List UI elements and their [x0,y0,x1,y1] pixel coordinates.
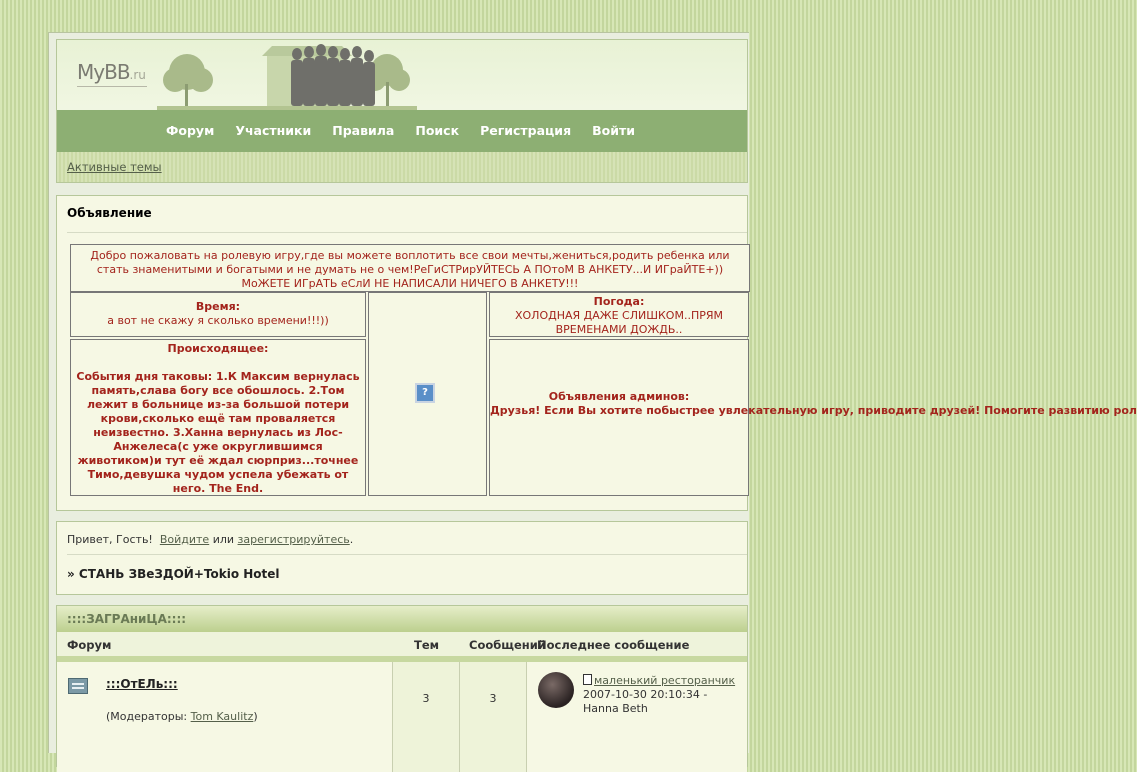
image-cell [368,292,487,496]
events-cell [70,339,366,496]
forum-icon [68,678,88,694]
nav-rules[interactable]: Правила [332,123,395,138]
nav-register[interactable]: Регистрация [480,123,572,138]
welcome-cell [70,244,750,292]
last-post-author: Hanna Beth [583,702,648,715]
time-label: Время: [195,300,241,313]
breadcrumb: » СТАНЬ ЗВеЗДОЙ+Tokio Hotel [67,567,280,581]
last-post-date: 2007-10-30 20:10:34 - [583,688,708,701]
main-nav [57,110,747,152]
col-posts: Сообщений [469,638,546,652]
category-title[interactable]: ::::ЗАГРАниЦА:::: [67,612,187,626]
announcement-panel [56,195,1137,511]
nav-members[interactable]: Участники [235,123,312,138]
page-wrapper [48,32,1137,753]
last-post-info [583,674,753,716]
column-headers [57,632,747,662]
question-icon[interactable]: ? [415,383,435,403]
forum-name-link[interactable]: :::ОтЕЛь::: [106,677,178,691]
active-topics-link[interactable]: Активные темы [67,160,162,174]
posts-count-cell [459,662,527,772]
weather-text: ХОЛОДНАЯ ДАЖЕ СЛИШКОМ..ПРЯМ ВРЕМЕНАМИ ДОЖДЬ.. [514,309,723,336]
weather-cell [489,292,749,337]
last-post-link[interactable]: маленький ресторанчик [594,674,736,687]
welcome-text: Добро пожаловать на ролевую игру,где вы можете воплотить все свои мечты,жениться,родить ребенка или стать знаменитыми и богатыми и не думать не о чем!РеГиСТРирУЙТЕСЬ А ПОтоМ В АНКЕТУ...И ИГраЙТЕ+)) МоЖЕТЕ ИГрАТЬ еСлИ НЕ НАПИСАЛИ НИЧЕГО В АНКЕТУ!!! [90,249,730,290]
forum-section [56,605,748,767]
divider [67,554,747,555]
logo[interactable]: MyBB.ru [77,60,146,84]
admins-label: Объявления админов: [548,390,690,403]
doc-icon [583,674,592,685]
category-header [57,606,747,632]
topics-count: 3 [422,692,430,705]
moderators-line: (Модераторы: Tom Kaulitz) [106,710,258,723]
announcement-title: Объявление [67,206,152,220]
nav-forum[interactable]: Форум [166,123,215,138]
register-link[interactable]: зарегистрируйтесь [237,533,350,546]
greeting-line: Привет, Гость! Войдите или зарегистрируйтесь. [67,533,354,546]
logo-underline [77,86,147,87]
posts-count: 3 [489,692,497,705]
moderator-link[interactable]: Tom Kaulitz [190,710,254,723]
time-text: а вот не скажу я сколько времени!!!)) [107,314,329,327]
nav-search[interactable]: Поиск [415,123,460,138]
avatar[interactable] [538,672,574,708]
divider [67,232,747,233]
login-link[interactable]: Войдите [159,533,210,546]
col-last-post: Последнее сообщение [537,638,690,652]
sub-nav [57,152,747,182]
events-label: Происходящее: [167,342,269,355]
admins-cell [489,339,1137,496]
weather-label: Погода: [593,295,645,308]
admins-text: Друзья! Если Вы хотите побыстрее увлекательную игру, приводите друзей! Помогите развитию рол [490,404,1137,417]
header-illustration [157,40,417,110]
col-forum: Форум [67,638,112,652]
time-cell [70,292,366,337]
topics-count-cell [392,662,459,772]
greeting-panel [56,521,748,595]
events-text: События дня таковы: 1.К Максим вернулась память,слава богу все обошлось. 2.Том лежит в больнице из-за большой потери крови,сколько ещё там проваляется неизвестно. 3.Ханна вернулась из Лос-Анжелеса(с уже округлившимся животиком)и тут её ждал сюрприз...точнее Тимо,девушка чудом успела убежать от него. The End. [76,370,360,495]
site-header [56,39,748,183]
col-topics: Тем [414,638,440,652]
nav-login[interactable]: Войти [592,123,635,138]
